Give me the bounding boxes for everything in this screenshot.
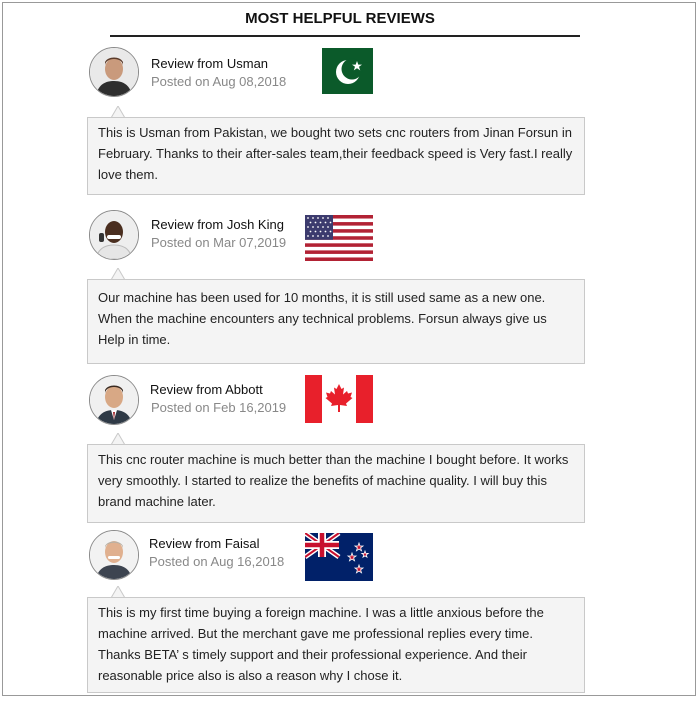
- person-avatar-icon: [90, 48, 138, 96]
- review-text: Our machine has been used for 10 months, it is still used same as a new one. When the machine encounters any technical problems. Forsun always give us Help in time.: [87, 279, 585, 364]
- person-avatar-icon: [90, 211, 138, 259]
- reviews-panel: [2, 2, 696, 696]
- canada-flag-icon: [305, 375, 373, 423]
- reviewer-avatar: [89, 375, 139, 425]
- reviewer-avatar: [89, 47, 139, 97]
- review-text: This cnc router machine is much better than the machine I bought before. It works very smoothly. I started to realize the benefits of machine quality. I will buy this brand machine later.: [87, 444, 585, 523]
- reviewer-avatar: [89, 210, 139, 260]
- reviewer-name: Review from Faisal: [149, 536, 260, 551]
- review-date: Posted on Mar 07,2019: [151, 235, 287, 250]
- new-zealand-flag-icon: [305, 533, 373, 581]
- pakistan-flag-icon: [305, 48, 373, 94]
- reviewer-name: Review from Usman: [151, 56, 269, 71]
- reviewer-name: Review from Josh King: [151, 217, 284, 232]
- review-text: This is my first time buying a foreign machine. I was a little anxious before the machine arrived. But the merchant gave me professional replies every time. Thanks BETA’ s timely support and their professional experience. And their reasonable price also is also a reason why I chose it.: [87, 597, 585, 693]
- reviewer-name: Review from Abbott: [150, 382, 263, 397]
- review-text: This is Usman from Pakistan, we bought two sets cnc routers from Jinan Forsun in February. Thanks to their after-sales team,their feedback speed is Very fast.I really love them.: [87, 117, 585, 195]
- title-divider: [110, 35, 580, 37]
- usa-flag-icon: [305, 215, 373, 261]
- person-avatar-icon: [90, 531, 138, 579]
- review-date: Posted on Aug 08,2018: [151, 74, 287, 89]
- review-date: Posted on Feb 16,2019: [151, 400, 287, 415]
- page-title: MOST HELPFUL REVIEWS: [245, 10, 435, 27]
- person-avatar-icon: [90, 376, 138, 424]
- review-date: Posted on Aug 16,2018: [149, 554, 285, 569]
- reviewer-avatar: [89, 530, 139, 580]
